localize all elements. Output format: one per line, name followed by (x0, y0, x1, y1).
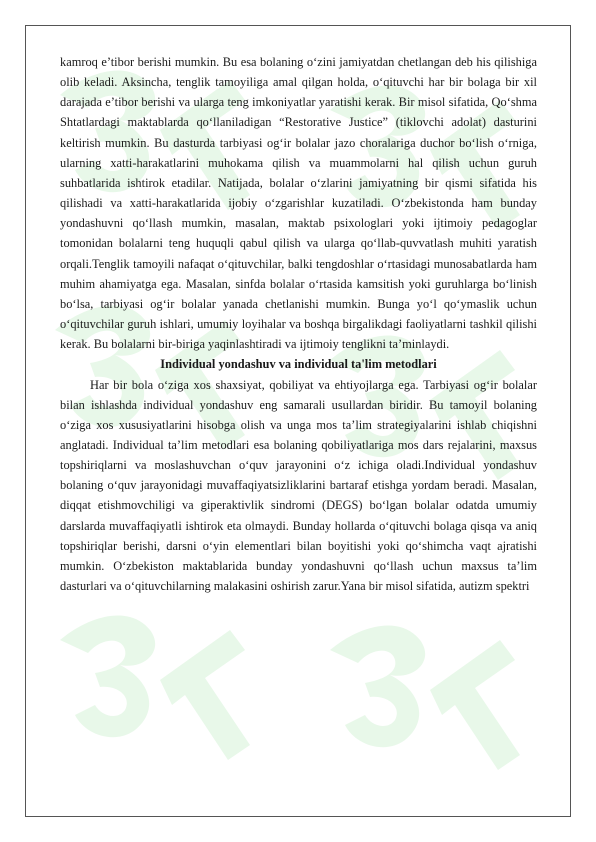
paragraph-individual: Har bir bola o‘ziga xos shaxsiyat, qobiliyat va ehtiyojlarga ega. Tarbiyasi og‘ir bolalar bilan ishlashda individual yondashuv eng samarali usullardan biridir. Bu tamoyil bolaning o‘ziga xos xususiyatlarini hisobga olish va unga mos ta’lim strategiyalarini ishlab chiqishni anglatadi. Individual ta’lim metodlari esa bolaning qobiliyatlariga mos dars rejalarini, maxsus topshiriqlarni va moslashuvchan o‘quv jarayonini o‘z ichiga oladi.Individual yondashuv bolaning o‘quv jarayonidagi muvaffaqiyatsizliklarini bartaraf etishga yordam beradi. Masalan, diqqat etishmovchiligi va giperaktivlik sindromi (DEGS) bo‘lgan bolalar odatda umumiy darslarda muvaffaqiyatli ishtirok eta olmaydi. Bunday hollarda o‘qituvchi bolaga qisqa va aniq topshiriqlar berishi, darsni o‘yin elementlari bilan boyitishi yoki qo‘shimcha vaqt ajratishi mumkin. O‘zbekiston maktablarida bunday yondashuvni qo‘llash uchun maxsus ta’lim dasturlari va o‘qituvchilarning malakasini oshirish zarur.Yana bir misol sifatida, autizm spektri (60, 377, 537, 594)
document-body (60, 52, 537, 596)
paragraph-tenglik: kamroq e’tibor berishi mumkin. Bu esa bolaning o‘zini jamiyatdan chetlangan deb his qilishiga olib keladi. Aksincha, tenglik tamoyiliga amal qilgan holda, o‘qituvchi har bir bolaga bir xil darajada e’tibor berishi va ularga teng imkoniyatlar yaratishi kerak. Bir misol sifatida, Qo‘shma Shtatlardagi maktablarda qo‘llaniladigan “Restorative Justice” (tiklovchi adolat) dasturini keltirish mumkin. Bu dasturda tarbiyasi og‘ir bolalar jazo choralariga duchor bo‘lish o‘rniga, ularning xatti-harakatlarini muhokama qilish va muammolarni hal qilish uchun guruh suhbatlarida ishtirok etadilar. Natijada, bolalar o‘zlarini jamiyatning bir qismi sifatida his qilishadi va xatti-harakatlarida ijobiy o‘zgarishlar kuzatiladi. O‘zbekistonda ham bunday yondashuvni qo‘llash mumkin, masalan, maktab psixologlari yoki ijtimoiy pedagoglar tomonidan bolalarni teng huquqli qabul qilish va ularga qo‘llab-quvvatlash muhiti yaratish orqali.Tenglik tamoyili nafaqat o‘qituvchilar, balki tengdoshlar o‘rtasidagi munosabatlarda ham muhim ahamiyatga ega. Masalan, sinfda bolalar o‘rtasida kamsitish yoki guruhlarga bo‘linish bo‘lsa, tarbiyasi og‘ir bolalar yanada chetlanishi mumkin. Bunga yo‘l qo‘ymaslik uchun o‘qituvchilar guruh ishlari, umumiy loyihalar va boshqa birgalikdagi faoliyatlarni tashkil qilishi kerak. Bu bolalarni bir-biriga yaqinlashtiradi va ijtimoiy tenglikni ta’minlaydi. (60, 55, 537, 352)
section-heading: Individual yondashuv va individual ta'lim metodlari (160, 357, 437, 372)
